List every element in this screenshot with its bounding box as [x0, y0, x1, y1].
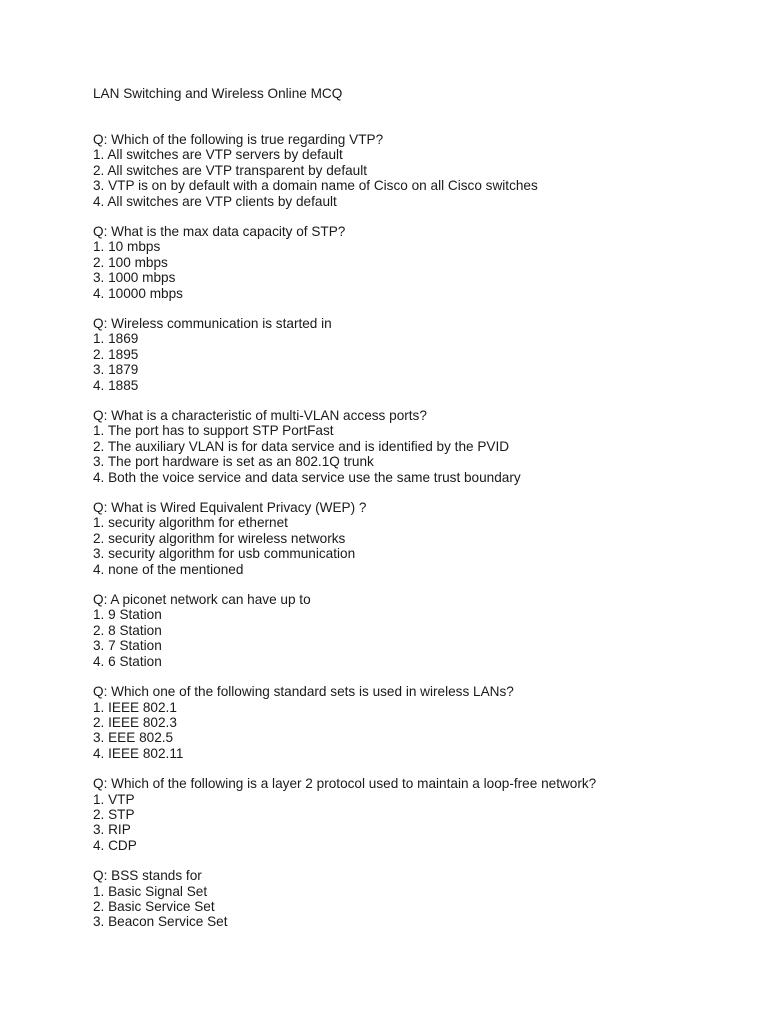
answer-option: 1. All switches are VTP servers by default: [93, 147, 343, 163]
answer-option: 4. 1885: [93, 377, 139, 393]
question-block: [93, 408, 733, 485]
answer-option: 2. security algorithm for wireless networks: [93, 530, 346, 546]
question-block: [93, 592, 733, 669]
answer-option: 2. 8 Station: [93, 622, 162, 638]
answer-option: 4. none of the mentioned: [93, 561, 244, 577]
answer-option: 3. 1879: [93, 362, 139, 378]
answer-option: 1. The port has to support STP PortFast: [93, 423, 334, 439]
question-text: Q: Which of the following is a layer 2 protocol used to maintain a loop-free network?: [93, 776, 597, 792]
question-text: Q: BSS stands for: [93, 868, 202, 884]
answer-option: 4. All switches are VTP clients by default: [93, 193, 337, 209]
answer-option: 1. 10 mbps: [93, 239, 161, 255]
answer-option: 3. security algorithm for usb communication: [93, 546, 356, 562]
answer-option: 1. 1869: [93, 331, 139, 347]
answer-option: 4. IEEE 802.11: [93, 745, 184, 761]
question-text: Q: Wireless communication is started in: [93, 315, 332, 331]
answer-option: 2. Basic Service Set: [93, 898, 215, 914]
answer-option: 4. CDP: [93, 837, 137, 853]
question-block: [93, 132, 733, 209]
answer-option: 2. The auxiliary VLAN is for data service and is identified by the PVID: [93, 438, 510, 454]
answer-option: 2. STP: [93, 806, 135, 822]
answer-option: 3. RIP: [93, 822, 131, 838]
answer-option: 1. 9 Station: [93, 607, 162, 623]
answer-option: 2. IEEE 802.3: [93, 714, 177, 730]
question-text: Q: What is a characteristic of multi-VLAN access ports?: [93, 408, 427, 423]
answer-option: 3. EEE 802.5: [93, 730, 174, 746]
answer-option: 4. 10000 mbps: [93, 285, 183, 301]
answer-option: 3. Beacon Service Set: [93, 914, 228, 930]
question-text: Q: What is Wired Equivalent Privacy (WEP) ?: [93, 500, 367, 516]
document-page: [93, 86, 733, 945]
answer-option: 1. IEEE 802.1: [93, 699, 177, 715]
answer-option: 1. VTP: [93, 791, 135, 807]
answer-option: 2. 1895: [93, 346, 139, 362]
answer-option: 4. 6 Station: [93, 653, 162, 669]
question-text: Q: Which one of the following standard sets is used in wireless LANs?: [93, 684, 514, 700]
question-block: [93, 868, 733, 930]
answer-option: 3. 1000 mbps: [93, 270, 176, 286]
answer-option: 1. Basic Signal Set: [93, 883, 208, 899]
answer-option: 3. 7 Station: [93, 638, 162, 654]
question-block: [93, 684, 733, 761]
answer-option: 2. 100 mbps: [93, 254, 168, 270]
question-block: [93, 316, 733, 393]
document-title: LAN Switching and Wireless Online MCQ: [93, 86, 343, 101]
answer-option: 4. Both the voice service and data service use the same trust boundary: [93, 469, 521, 485]
question-block: [93, 500, 733, 577]
answer-option: 1. security algorithm for ethernet: [93, 515, 288, 531]
answer-option: 3. The port hardware is set as an 802.1Q trunk: [93, 454, 374, 470]
question-text: Q: What is the max data capacity of STP?: [93, 223, 346, 239]
question-text: Q: A piconet network can have up to: [93, 592, 311, 608]
question-text: Q: Which of the following is true regarding VTP?: [93, 131, 384, 147]
answer-option: 3. VTP is on by default with a domain name of Cisco on all Cisco switches: [93, 178, 538, 194]
answer-option: 2. All switches are VTP transparent by default: [93, 162, 368, 178]
question-block: [93, 224, 733, 301]
question-block: [93, 776, 733, 853]
